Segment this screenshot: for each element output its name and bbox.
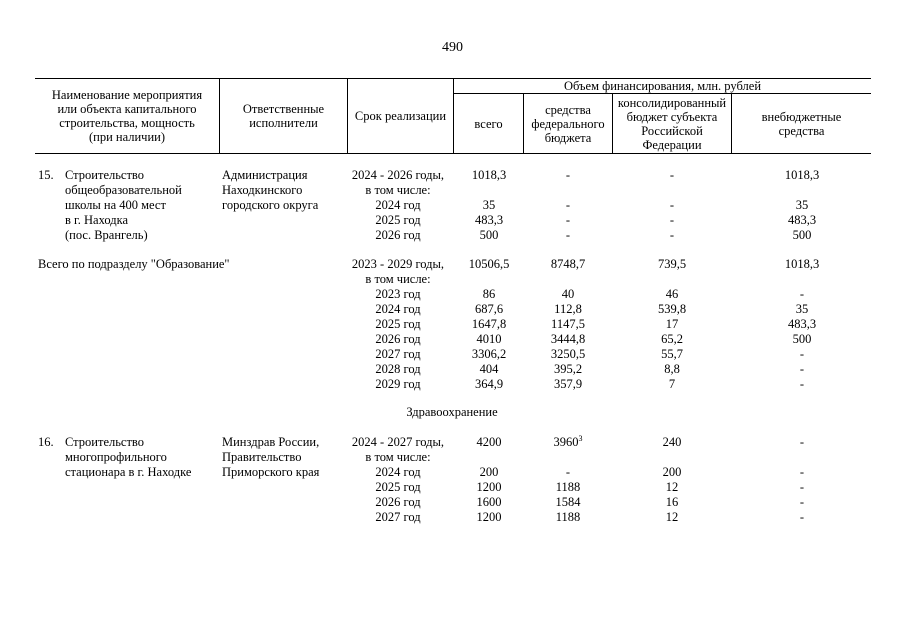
cell-total: 86 <box>482 287 496 301</box>
cell-total: 35 <box>482 198 496 212</box>
cell-consolidated: - <box>669 213 675 227</box>
cell-extra: - <box>799 480 805 494</box>
cell-extra: 483,3 <box>787 213 817 227</box>
cell-total: 687,6 <box>474 302 504 316</box>
cell-federal: 3960$^3$ <box>553 433 583 449</box>
cell-extra: 1018,3 <box>784 257 820 271</box>
header-executors: Ответственные исполнители <box>242 101 325 130</box>
cell-federal: 1188 <box>555 510 581 524</box>
cell-extra: - <box>799 495 805 509</box>
page-number: 490 <box>442 40 463 55</box>
cell-extra: - <box>799 347 805 361</box>
cell-period: 2026 год <box>375 332 421 346</box>
cell-federal: - <box>565 465 571 479</box>
cell-federal: 1584 <box>555 495 581 509</box>
cell-total: 200 <box>479 465 499 479</box>
cell-period: 2024 год <box>375 465 421 479</box>
cell-extra: - <box>799 377 805 391</box>
cell-consolidated: 17 <box>665 317 679 331</box>
cell-consolidated: 65,2 <box>661 332 683 346</box>
cell-period: 2026 год <box>375 495 421 509</box>
cell-period: 2024 год <box>375 198 421 212</box>
cell-consolidated: 240 <box>662 435 682 449</box>
cell-consolidated: 16 <box>665 495 679 509</box>
cell-consolidated: 739,5 <box>657 257 687 271</box>
header-name: Наименование мероприятия или объекта капитального строительства, мощность (при наличии) <box>51 87 203 144</box>
item-name: Строительство общеобразовательной школы на 400 мест в г. Находка (пос. Врангель) <box>65 168 182 242</box>
cell-total: 364,9 <box>474 377 504 391</box>
cell-consolidated: 539,8 <box>657 302 687 316</box>
cell-extra: 483,3 <box>787 317 817 331</box>
cell-consolidated: 46 <box>665 287 679 301</box>
cell-federal: - <box>565 213 571 227</box>
cell-period: 2026 год <box>375 228 421 242</box>
cell-total: 1200 <box>476 480 502 494</box>
cell-extra: - <box>799 465 805 479</box>
cell-total: 500 <box>479 228 499 242</box>
cell-period: 2025 год <box>375 213 421 227</box>
cell-extra: 1018,3 <box>784 168 820 182</box>
cell-period: 2024 - 2026 годы, <box>351 168 445 182</box>
cell-federal: 1188 <box>555 480 581 494</box>
cell-extra: 500 <box>792 332 812 346</box>
cell-total: 10506,5 <box>468 257 510 271</box>
cell-federal: - <box>565 228 571 242</box>
footnote-mark: 3 <box>578 433 583 443</box>
cell-consolidated: - <box>669 198 675 212</box>
cell-period: в том числе: <box>365 272 431 286</box>
cell-federal: 395,2 <box>553 362 583 376</box>
cell-consolidated: 7 <box>668 377 676 391</box>
item-executor: Администрация Находкинского городского округа <box>222 168 319 212</box>
cell-total: 1600 <box>476 495 502 509</box>
cell-extra: - <box>799 287 805 301</box>
cell-total: 1018,3 <box>471 168 507 182</box>
header-period: Срок реализации <box>354 108 447 123</box>
cell-federal: - <box>565 168 571 182</box>
item-executor: Минздрав России, Правительство Приморского края <box>222 435 320 479</box>
cell-total: 4200 <box>476 435 502 449</box>
cell-federal: 3444,8 <box>550 332 586 346</box>
cell-consolidated: 8,8 <box>664 362 680 376</box>
cell-consolidated: 12 <box>665 480 679 494</box>
cell-federal: 112,8 <box>554 302 582 316</box>
cell-extra: - <box>799 435 805 449</box>
cell-federal: - <box>565 198 571 212</box>
cell-total: 3306,2 <box>471 347 507 361</box>
section-title: Здравоохранение <box>406 405 498 419</box>
cell-extra: 35 <box>795 302 809 316</box>
item-name: Строительство многопрофильного стационара в г. Находке <box>65 435 192 479</box>
cell-consolidated: 200 <box>662 465 682 479</box>
cell-period: в том числе: <box>365 183 431 197</box>
cell-total: 483,3 <box>474 213 504 227</box>
header-funding: Объем финансирования, млн. рублей <box>563 78 762 93</box>
cell-period: 2024 - 2027 годы, <box>351 435 445 449</box>
cell-consolidated: - <box>669 168 675 182</box>
cell-consolidated: 12 <box>665 510 679 524</box>
cell-federal: 3250,5 <box>550 347 586 361</box>
cell-period: 2025 год <box>375 317 421 331</box>
header-consolidated: консолидированный бюджет субъекта Российской Федерации <box>617 95 727 152</box>
cell-period: 2025 год <box>375 480 421 494</box>
cell-federal: 1147,5 <box>551 317 585 331</box>
cell-period: 2029 год <box>375 377 421 391</box>
cell-total: 1200 <box>476 510 502 524</box>
header-extrabudget: внебюджетные средства <box>761 109 842 138</box>
cell-period: 2027 год <box>375 347 421 361</box>
header-total: всего <box>474 116 503 131</box>
cell-federal: 40 <box>561 287 575 301</box>
cell-period: 2024 год <box>375 302 421 316</box>
cell-total: 4010 <box>476 332 502 346</box>
cell-period: 2023 - 2029 годы, <box>351 257 445 271</box>
header-federal: средства федерального бюджета <box>531 102 605 145</box>
cell-federal: 8748,7 <box>550 257 586 271</box>
cell-extra: 35 <box>795 198 809 212</box>
cell-period: 2023 год <box>375 287 421 301</box>
cell-period: 2027 год <box>375 510 421 524</box>
cell-total: 1647,8 <box>471 317 507 331</box>
item-number: 16. <box>38 435 54 449</box>
cell-total: 404 <box>479 362 499 376</box>
subtotal-label: Всего по подразделу "Образование" <box>38 257 230 271</box>
cell-period: в том числе: <box>365 450 431 464</box>
cell-consolidated: 55,7 <box>661 347 683 361</box>
cell-extra: 500 <box>792 228 812 242</box>
cell-consolidated: - <box>669 228 675 242</box>
item-number: 15. <box>38 168 54 182</box>
cell-federal: 357,9 <box>553 377 583 391</box>
cell-extra: - <box>799 362 805 376</box>
cell-period: 2028 год <box>375 362 421 376</box>
cell-extra: - <box>799 510 805 524</box>
